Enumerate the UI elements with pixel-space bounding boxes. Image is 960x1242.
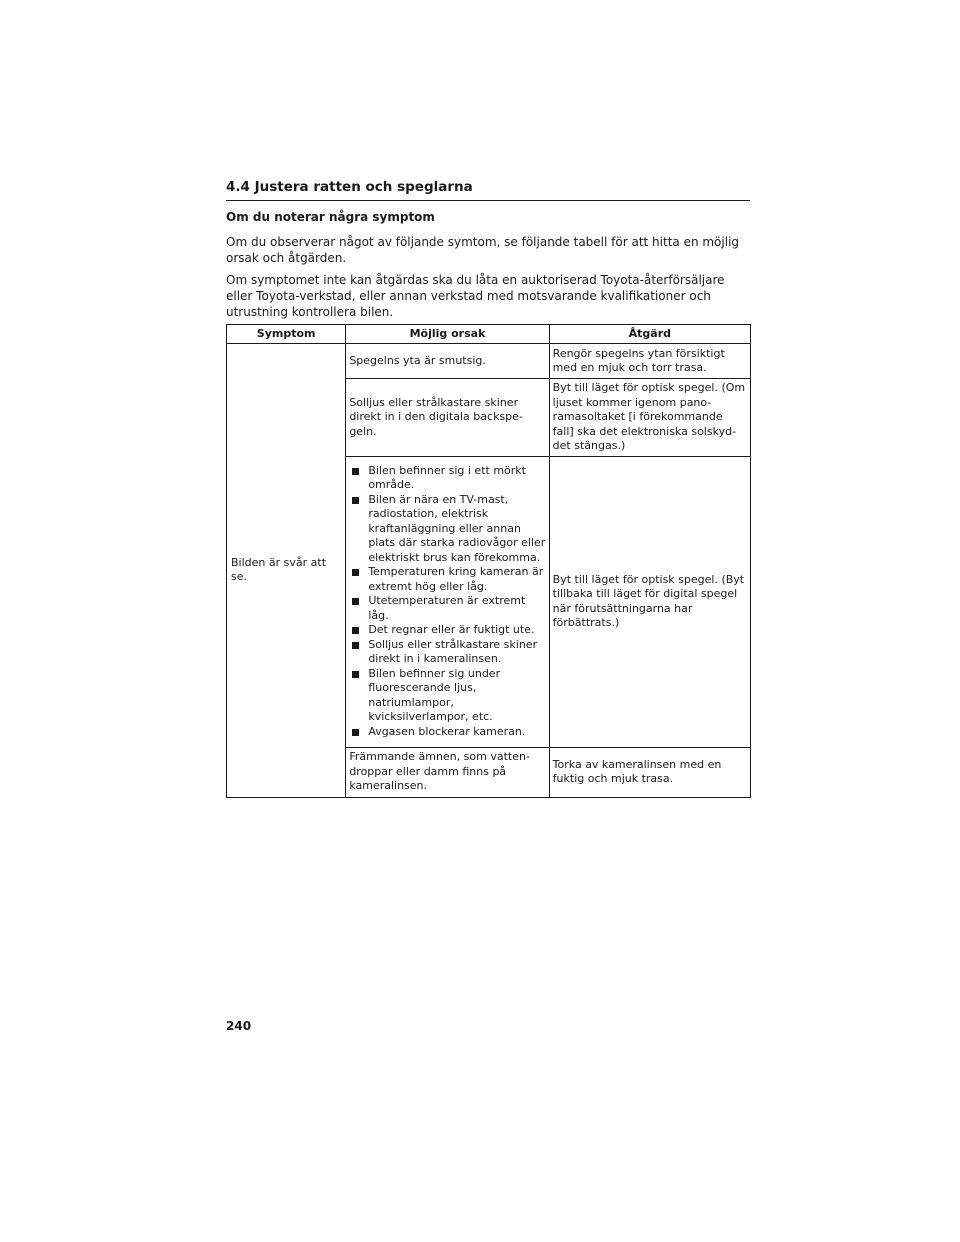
list-item-text: Bilen befinner sig i ett mörkt område. <box>368 463 526 492</box>
bullet-icon <box>352 627 359 634</box>
cause-list-cell <box>346 456 549 747</box>
symptom-table <box>226 324 751 798</box>
list-item-text: Solljus eller strålkastare skiner direkt in i kameralinsen. <box>368 637 538 666</box>
list-item-text: Temperaturen kring kameran är extremt hög eller låg. <box>368 565 544 593</box>
cause-cell: Spegelns yta är smutsig. <box>346 344 549 379</box>
list-item <box>349 464 545 493</box>
cause-cell: Främmande ämnen, som vatten-droppar eller damm finns på kameralinsen. <box>346 747 549 797</box>
list-item-text: Bilen är nära en TV-mast, radiostation, elektrisk kraftanläggning eller annan plats där starka radiovågor eller elektriskt brus kan förekomma. <box>368 492 546 564</box>
list-item <box>349 667 545 725</box>
list-item <box>349 565 545 594</box>
contact-paragraph: Om symptomet inte kan åtgärdas ska du låta en auktoriserad Toyota-återförsäljare eller Toyota-verkstad, eller annan verkstad med motsvarande kvalifikationer och utrustning kontrollera bilen. <box>226 273 725 319</box>
list-item <box>349 493 545 566</box>
bullet-icon <box>352 671 359 678</box>
page-number: 240 <box>226 1019 252 1033</box>
list-item-text: Bilen befinner sig under fluorescerande ljus, natriumlampor, kvicksilverlampor, etc. <box>368 666 501 724</box>
intro-paragraph: Om du observerar något av följande symtom, se följande tabell för att hitta en möjlig orsak och åtgärden. <box>226 235 740 265</box>
symptom-cell: Bilden är svår att se. <box>227 344 346 798</box>
bullet-icon <box>352 642 359 649</box>
list-item <box>349 594 545 623</box>
cause-cell: Solljus eller strålkastare skiner direkt in i den digitala backspe-geln. <box>346 379 549 457</box>
cause-list <box>349 464 545 740</box>
subheading: Om du noterar några symptom <box>226 210 435 224</box>
bullet-icon <box>352 598 359 605</box>
section-title: 4.4 Justera ratten och speglarna <box>226 179 750 201</box>
bullet-icon <box>352 729 359 736</box>
action-cell: Torka av kameralinsen med en fuktig och mjuk trasa. <box>549 747 750 797</box>
header-action: Åtgärd <box>549 325 750 344</box>
bullet-icon <box>352 497 359 504</box>
list-item-text: Utetemperaturen är extremt låg. <box>368 594 526 622</box>
action-cell: Byt till läget för optisk spegel. (Om ljuset kommer igenom pano-ramasoltaket [i förekommande fall] ska det elektroniska solskyd-det stängas.) <box>549 379 750 457</box>
list-item <box>349 638 545 667</box>
action-cell: Rengör spegelns ytan försiktigt med en mjuk och torr trasa. <box>549 344 750 379</box>
bullet-icon <box>352 468 359 475</box>
list-item-text: Avgasen blockerar kameran. <box>368 724 526 738</box>
header-cause: Möjlig orsak <box>346 325 549 344</box>
table-header-row <box>227 325 751 344</box>
list-item <box>349 725 545 740</box>
list-item <box>349 623 545 638</box>
bullet-icon <box>352 569 359 576</box>
list-item-text: Det regnar eller är fuktigt ute. <box>368 623 535 637</box>
action-cell: Byt till läget för optisk spegel. (Byt tillbaka till läget för digital spegel när förutsättningarna har förbättrats.) <box>549 456 750 747</box>
header-symptom: Symptom <box>227 325 346 344</box>
table-row <box>227 344 751 379</box>
